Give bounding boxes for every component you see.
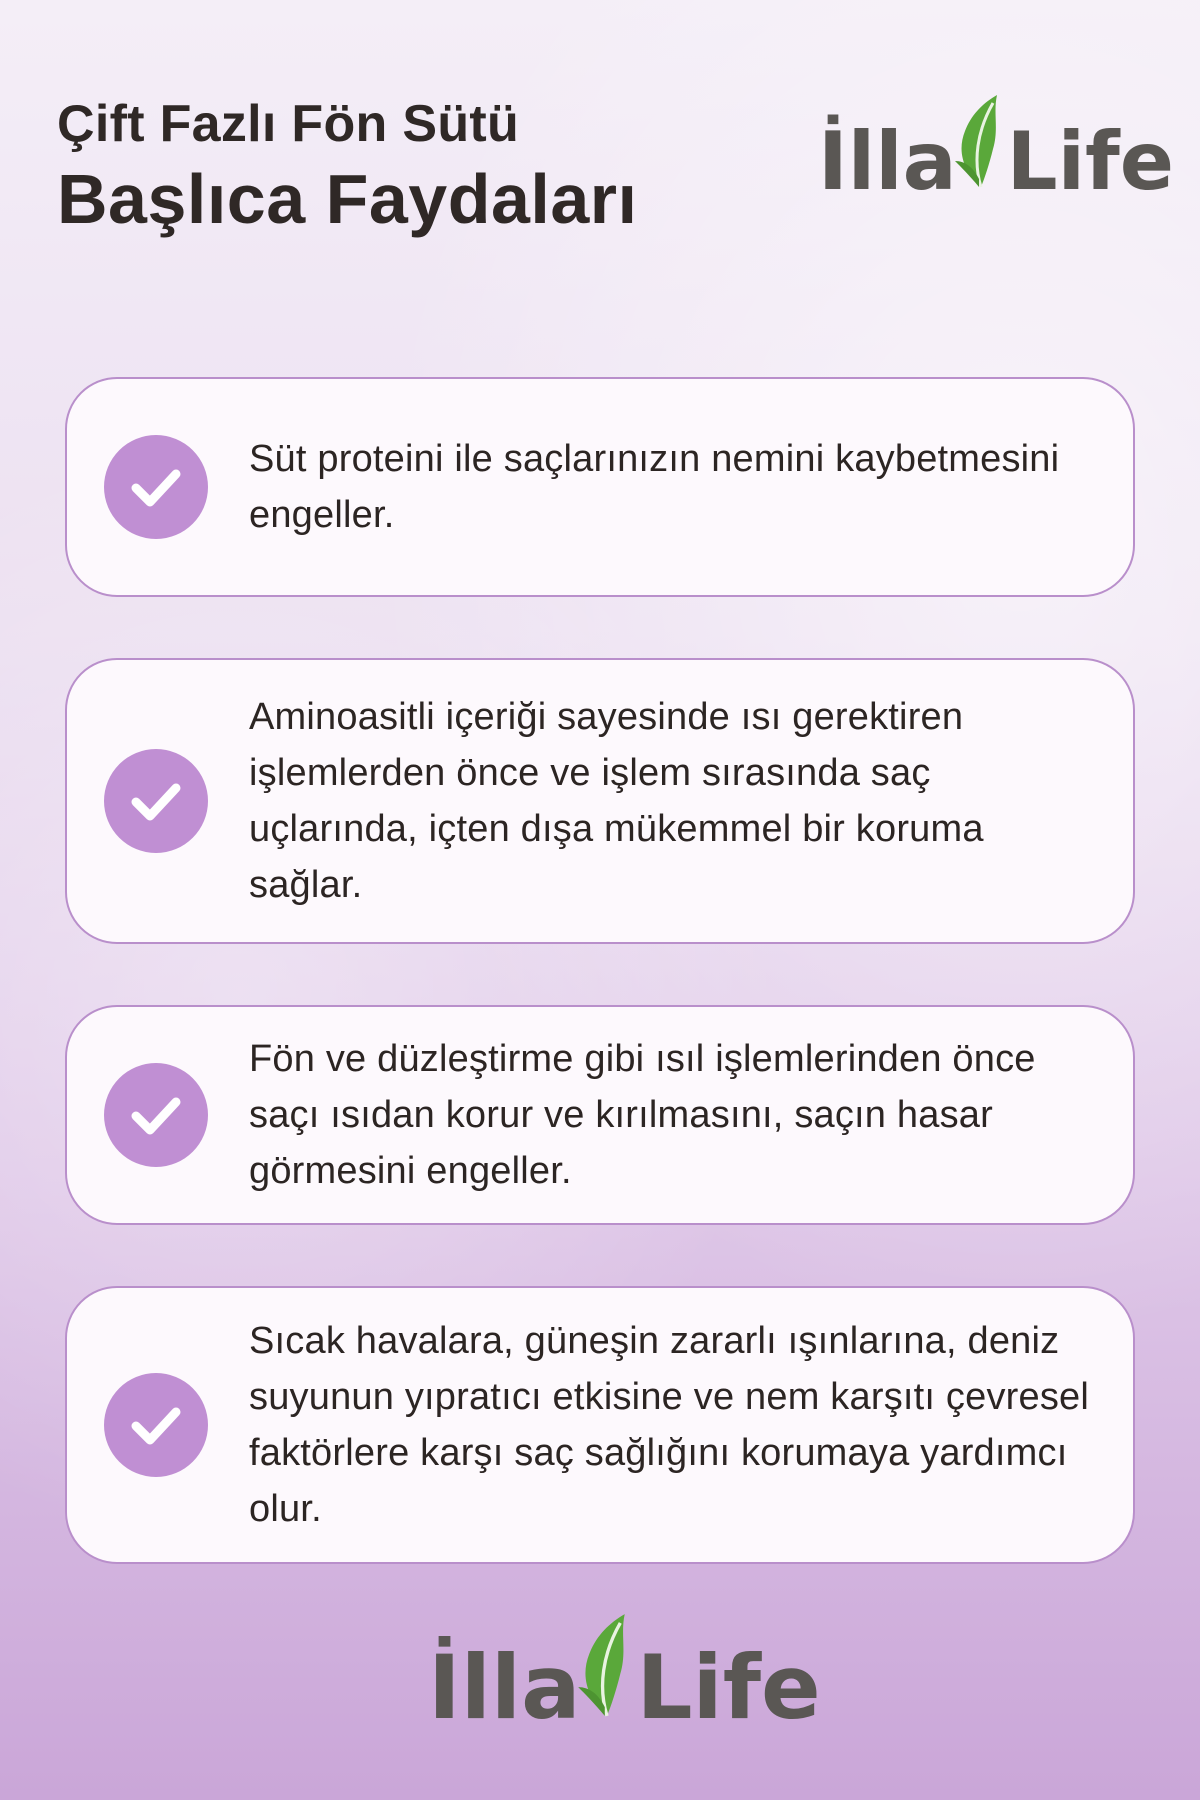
brand-logo-top	[818, 100, 1174, 210]
logo-word-illa: İlla	[818, 115, 957, 208]
logo-word-life: Life	[1006, 115, 1175, 208]
logo-word-life: Life	[636, 1636, 821, 1739]
logo-word-illa: İlla	[428, 1636, 581, 1739]
leaf-icon	[576, 1609, 638, 1726]
benefit-card-2	[65, 658, 1135, 944]
benefit-text: Aminoasitli içeriği sayesinde ısı gerektiren işlemlerden önce ve işlem sırasında saç uçlarında, içten dışa mükemmel bir koruma sağlar.	[249, 696, 984, 906]
benefit-card-3	[65, 1005, 1135, 1225]
title-line-2: Başlıca Faydaları	[57, 160, 638, 238]
check-circle-icon	[104, 1373, 208, 1477]
check-circle-icon	[104, 1063, 208, 1167]
benefit-card-4	[65, 1286, 1135, 1564]
benefit-text: Süt proteini ile saçlarınızın nemini kaybetmesini engeller.	[249, 438, 1060, 536]
title-line-1: Çift Fazlı Fön Sütü	[57, 95, 520, 153]
brand-logo-bottom	[428, 1620, 821, 1740]
leaf-icon	[953, 91, 1009, 196]
page-title	[57, 92, 638, 242]
check-circle-icon	[104, 749, 208, 853]
benefit-text: Sıcak havalara, güneşin zararlı ışınlarına, deniz suyunun yıpratıcı etkisine ve nem karşıtı çevresel faktörlere karşı saç sağlığını korumaya yardımcı olur.	[249, 1320, 1090, 1530]
check-circle-icon	[104, 435, 208, 539]
benefit-text: Fön ve düzleştirme gibi ısıl işlemlerinden önce saçı ısıdan korur ve kırılmasını, saçın hasar görmesini engeller.	[249, 1038, 1036, 1192]
benefit-card-1	[65, 377, 1135, 597]
